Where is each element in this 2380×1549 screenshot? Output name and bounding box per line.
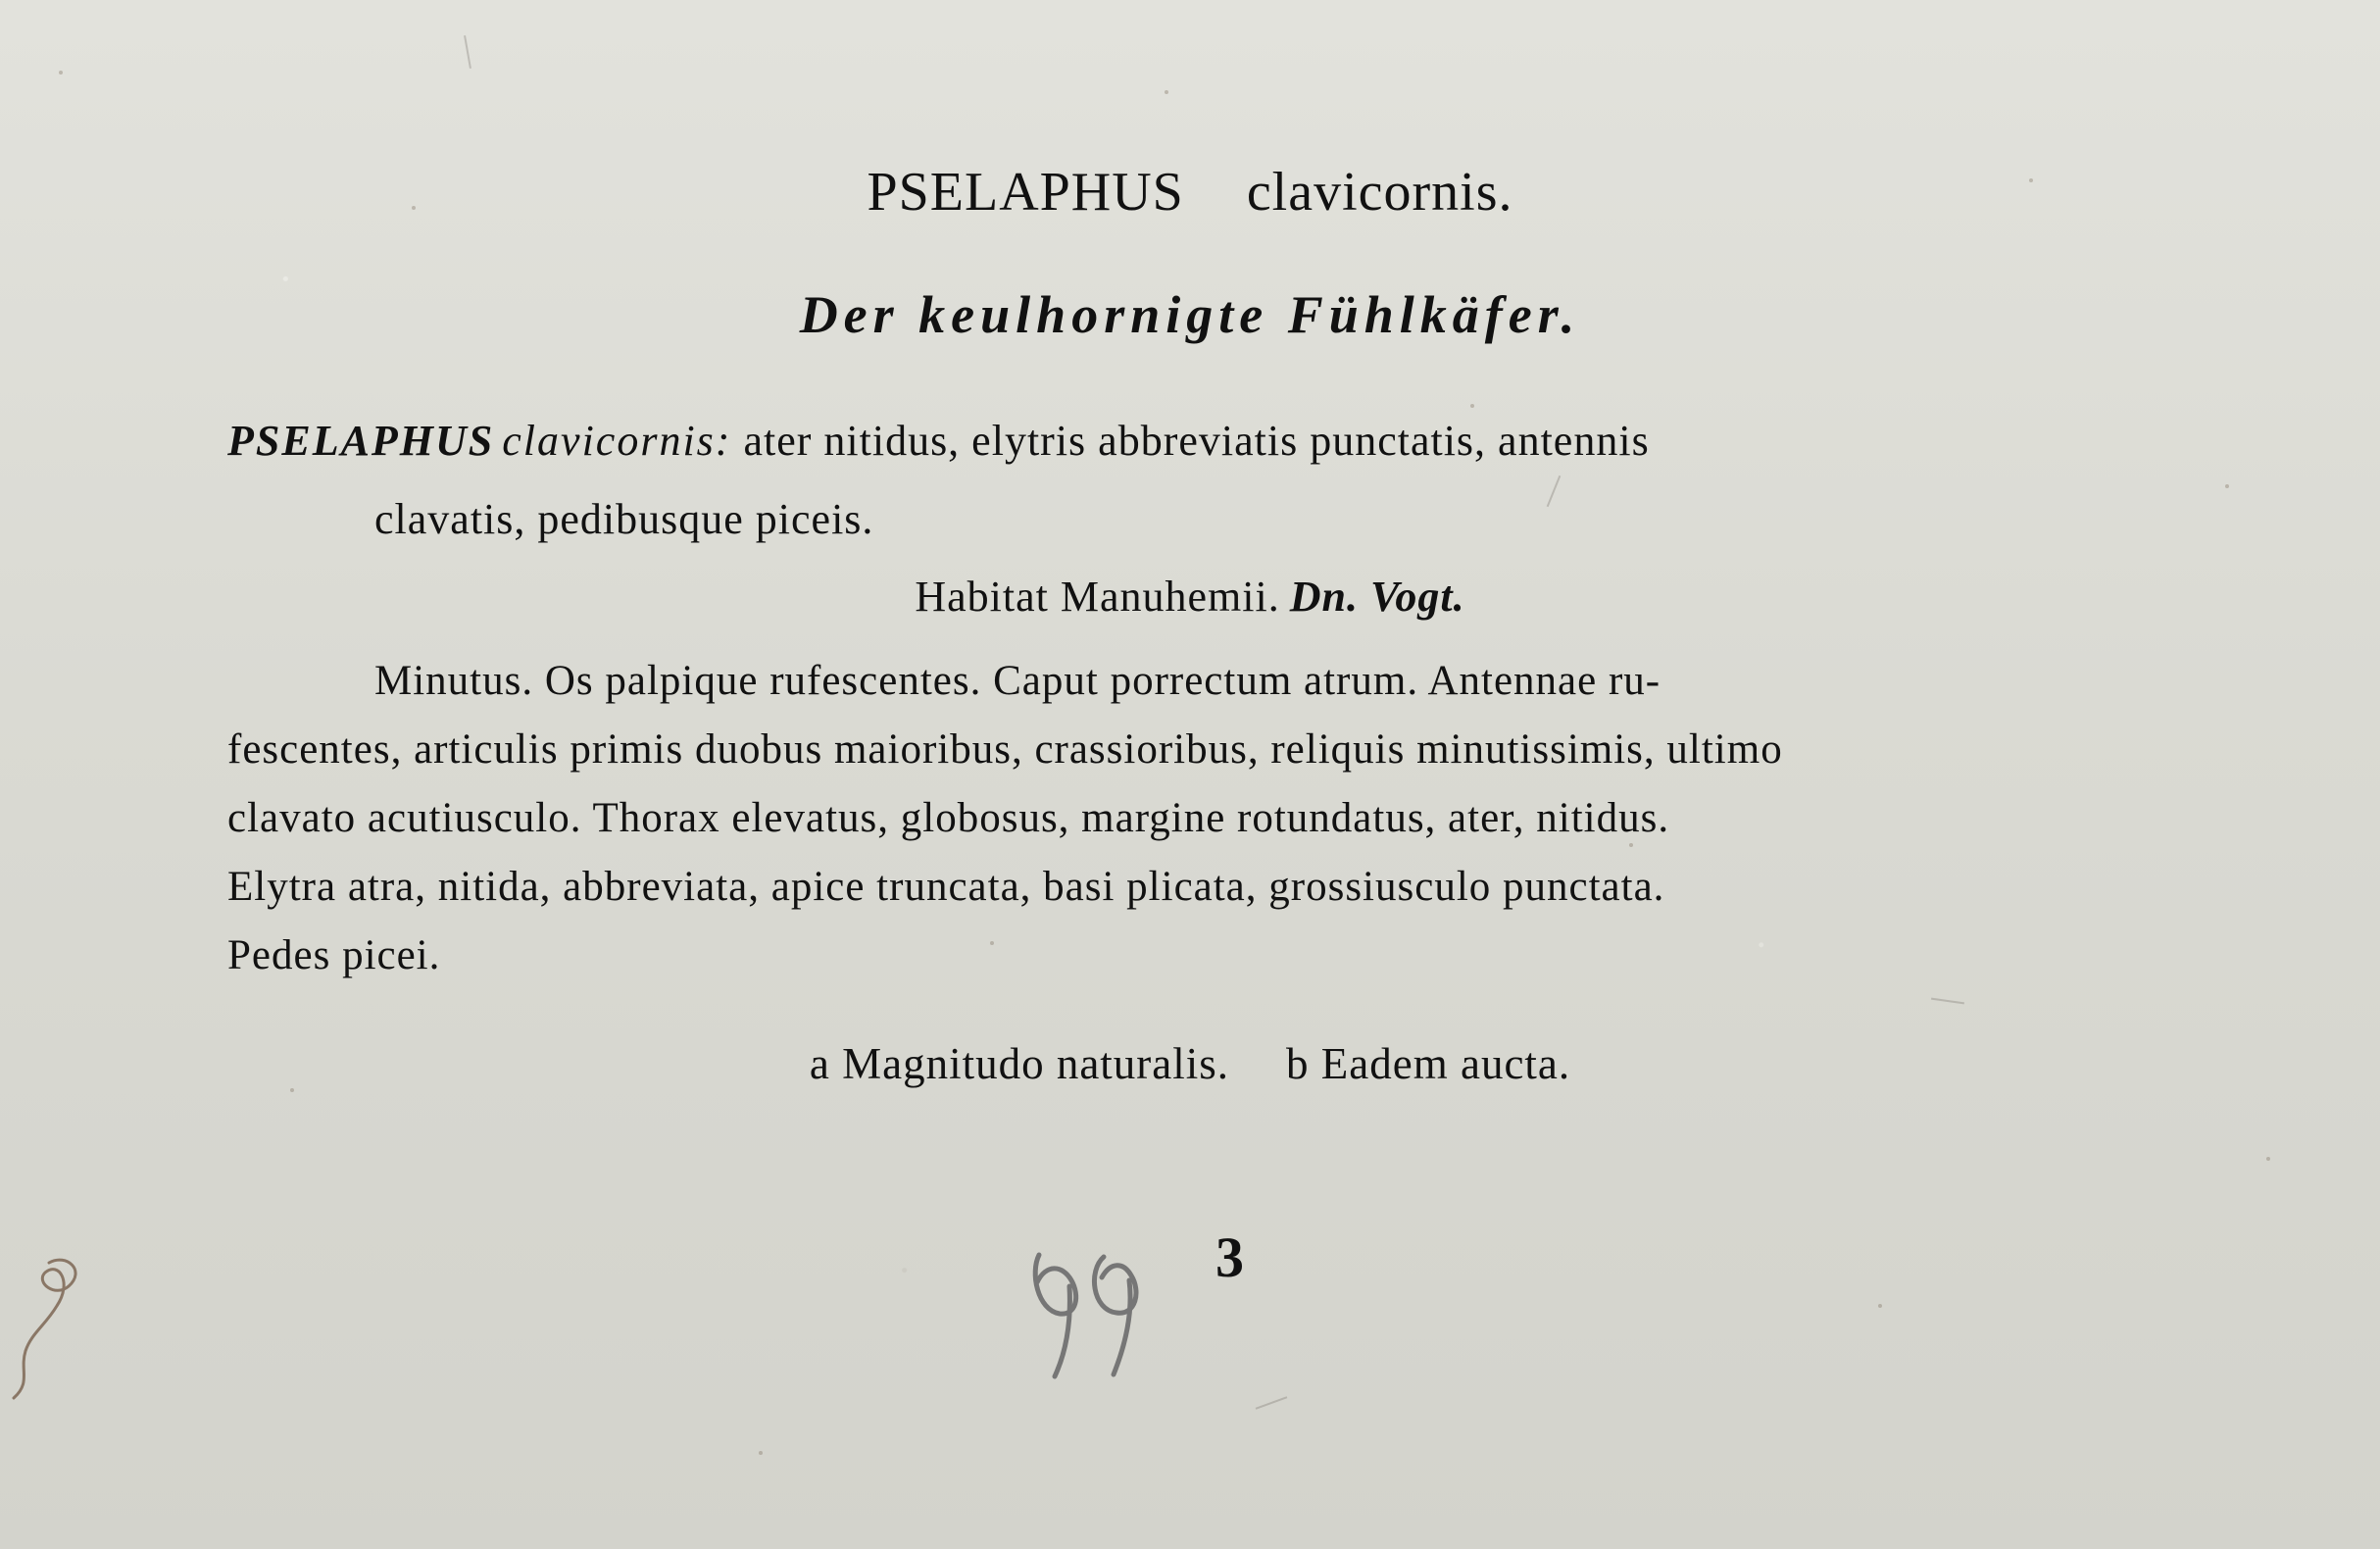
habitat-collector: Dn. Vogt. <box>1289 573 1465 621</box>
paper-fiber <box>1256 1396 1288 1410</box>
description-line-5: Pedes picei. <box>227 932 441 978</box>
paper-fiber <box>1931 998 1964 1005</box>
printer-signature: 3 <box>1215 1225 1244 1289</box>
caption-part-b: b Eadem aucta. <box>1286 1039 1571 1088</box>
diagnosis-line-1 <box>227 402 2139 480</box>
species-diagnosis <box>227 402 2139 559</box>
description-paragraph <box>227 647 2119 990</box>
title-species: clavicornis. <box>1246 162 1513 223</box>
paper-speck <box>759 1451 763 1455</box>
habitat-line <box>0 563 2380 631</box>
habitat-text: Habitat Manuhemii. <box>915 573 1280 621</box>
diagnosis-genus: PSELAPHUS <box>227 417 495 465</box>
paper-speck <box>59 71 63 75</box>
figure-caption <box>0 1029 2380 1098</box>
description-line-1: Minutus. Os palpique rufescentes. Caput porrectum atrum. Antennae ru- <box>374 658 1661 704</box>
paper-speck <box>1878 1304 1882 1308</box>
german-subtitle: Der keulhornigte Fühlkäfer. <box>799 285 1581 344</box>
diagnosis-epithet: clavicornis: <box>502 417 732 465</box>
paper-speck <box>2225 484 2229 488</box>
handwritten-pencil-number <box>1027 1214 1155 1380</box>
diagnosis-text-1: ater nitidus, elytris abbreviatis punctatis, antennis <box>743 417 1650 465</box>
diagnosis-line-2: clavatis, pedibusque piceis. <box>374 495 874 543</box>
stray-fiber-icon <box>8 1245 86 1402</box>
description-line-2: fescentes, articulis primis duobus maioribus, crassioribus, reliquis minutissimis, ultimo <box>227 726 1783 773</box>
caption-part-a: a Magnitudo naturalis. <box>809 1039 1230 1088</box>
title-genus: PSELAPHUS <box>867 162 1184 223</box>
description-line-3: clavato acutiusculo. Thorax elevatus, globosus, margine rotundatus, ater, nitidus. <box>227 795 1670 841</box>
description-line-4: Elytra atra, nitida, abbreviata, apice truncata, basi plicata, grossiusculo punctata. <box>227 864 1665 910</box>
paper-speck <box>1165 90 1168 94</box>
paper-speck <box>2266 1157 2270 1161</box>
paper-fiber <box>464 35 471 69</box>
page-title <box>0 157 2380 227</box>
